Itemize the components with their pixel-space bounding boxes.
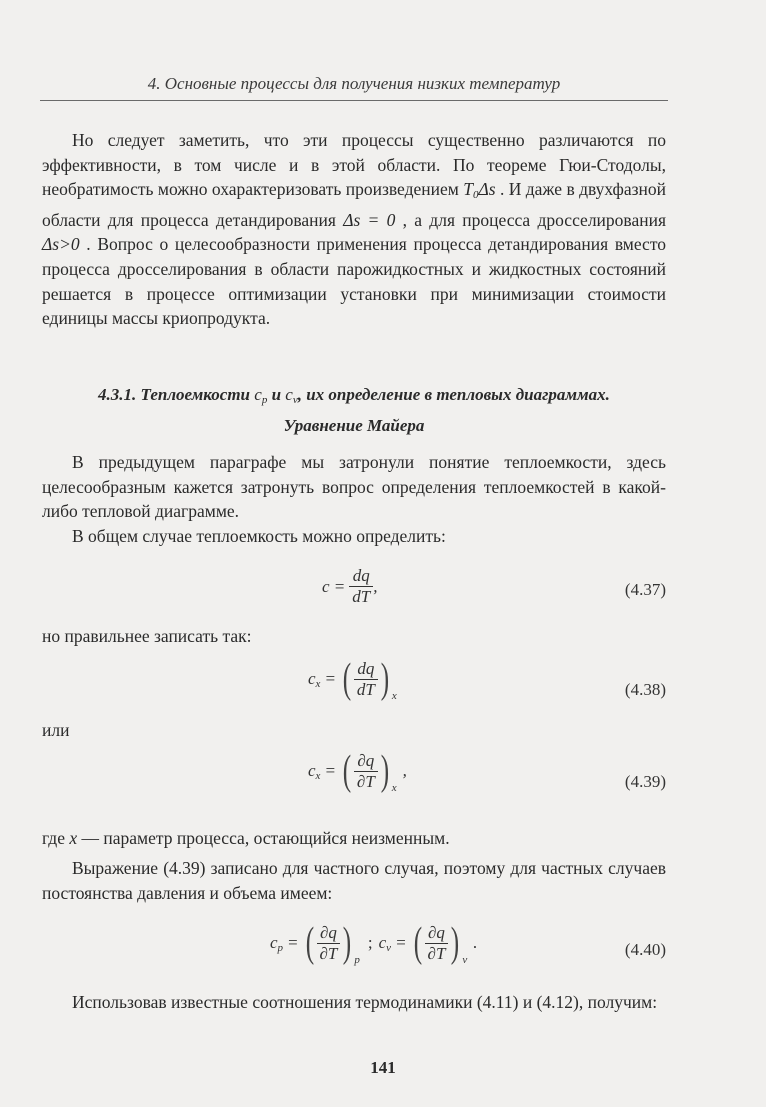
heading-cp-symbol: c	[254, 385, 262, 404]
eq437-comma: ,	[373, 576, 378, 596]
para4-text-start: где	[42, 828, 70, 848]
para1-text-2: . И даже в двухфазной области для процесса детандирования	[42, 179, 667, 230]
equation-4-40	[270, 920, 478, 966]
heading-text-end: , их определение в тепловых диаграммах.	[297, 385, 610, 404]
eq440-lhs2	[379, 933, 391, 954]
eq438-left-paren: (	[342, 656, 352, 702]
math-delta-s: Δs	[478, 179, 496, 200]
eq439-denominator: ∂T	[354, 771, 378, 792]
eq440-denominator-1: ∂T	[317, 943, 341, 964]
eq439-numerator: ∂q	[357, 750, 375, 770]
para1-text-3: , а для процесса дросселирования	[395, 209, 666, 230]
eq438-lhs-subscript: x	[315, 677, 321, 690]
eq439-comma: ,	[402, 761, 407, 780]
eq440-numerator-1: ∂q	[320, 922, 337, 942]
page-number: 141	[370, 1058, 396, 1077]
math-T0	[463, 179, 496, 202]
eq440-subscript-2: v	[462, 954, 468, 966]
eq440-fraction-1	[317, 923, 341, 964]
heading-cp-subscript: p	[261, 394, 268, 406]
eq440-denominator-2: ∂T	[425, 943, 449, 964]
eq438-subscript: x	[391, 690, 397, 702]
math-delta-s-zero: Δs = 0	[343, 209, 396, 230]
paragraph-general-case: В общем случае теплоемкость можно определить:	[72, 526, 446, 546]
eq439-fraction	[354, 751, 378, 792]
eq440-subscript-1: p	[354, 954, 360, 966]
eq440-cv: c	[378, 932, 387, 952]
eq438-lhs	[308, 669, 320, 690]
eq439-right-paren: )	[380, 748, 389, 794]
math-delta-s-positive: Δs>0	[42, 234, 80, 255]
eq440-lhs1	[270, 933, 283, 954]
eq440-period: .	[473, 933, 478, 952]
eq438-c: c	[308, 668, 316, 688]
eq440-cv-subscript: v	[386, 941, 392, 954]
heading-text-start: 4.3.1. Теплоемкости	[98, 385, 255, 404]
section-heading	[40, 382, 668, 438]
eq438-fraction	[354, 659, 378, 700]
equation-4-39	[308, 748, 407, 794]
section-heading-line-1	[40, 382, 668, 413]
eq440-fraction-2	[425, 923, 449, 964]
eq438-numerator: dq	[357, 658, 375, 678]
equation-number-4-38: (4.38)	[624, 680, 666, 699]
equation-number-4-37: (4.37)	[624, 580, 666, 599]
running-head: 4. Основные процессы для получения низких температур	[147, 74, 561, 93]
eq437-fraction	[349, 566, 373, 607]
label-better-write: но правильнее записать так:	[42, 626, 252, 646]
para1-text-1: Но следует заметить, что эти процессы существенно различаются по эффективности, в том числе и в этой области. По теореме Гюи-Стодолы, необратимость можно охарактеризовать произведением	[42, 130, 666, 200]
eq440-cp: c	[270, 932, 278, 952]
math-T-subscript: 0	[472, 189, 479, 202]
heading-cv-symbol: c	[285, 385, 293, 404]
heading-cv-subscript: v	[292, 394, 298, 406]
math-x: x	[69, 828, 78, 848]
eq439-lhs-subscript: x	[315, 769, 321, 782]
eq439-lhs	[308, 761, 320, 782]
heading-cp	[254, 385, 267, 404]
paragraph-thermodynamics-relations: Использовав известные соотношения термодинамики (4.11) и (4.12), получим:	[72, 992, 658, 1012]
eq440-equals-2: =	[395, 933, 407, 952]
eq438-right-paren: )	[380, 656, 390, 702]
heading-and: и	[267, 385, 286, 404]
eq440-equals-1: =	[287, 933, 299, 952]
eq440-semicolon: ;	[367, 933, 373, 952]
eq440-right-paren-1: )	[343, 920, 352, 966]
eq437-lhs: c =	[322, 576, 346, 596]
equation-number-4-40: (4.40)	[624, 940, 666, 959]
paragraph-irreversibility	[42, 128, 666, 331]
paragraph-heat-capacity-intro: В предыдущем параграфе мы затронули понятие теплоемкости, здесь целесообразным кажется затронуть вопрос определения теплоемкостей в какой-либо тепловой диаграмме.	[42, 452, 666, 522]
eq439-subscript: x	[391, 782, 397, 794]
eq438-denominator: dT	[354, 679, 378, 700]
eq437-denominator: dT	[349, 586, 373, 607]
header-rule	[40, 100, 668, 101]
eq439-left-paren: (	[342, 748, 352, 794]
section-heading-line-2: Уравнение Майера	[283, 416, 425, 435]
eq437-numerator: dq	[352, 566, 370, 585]
equation-4-38	[308, 656, 397, 702]
paragraph-expression-4-39: Выражение (4.39) записано для частного случая, поэтому для частных случаев постоянства давления и объема имеем:	[42, 858, 666, 903]
eq439-equals: =	[324, 761, 336, 780]
eq440-left-paren-1: (	[305, 920, 314, 966]
eq438-equals: =	[324, 669, 336, 688]
eq439-c: c	[308, 760, 316, 780]
equation-number-4-39: (4.39)	[624, 772, 666, 791]
math-T: T	[463, 179, 473, 200]
paragraph-where-x	[42, 826, 666, 851]
label-or: или	[42, 720, 70, 740]
eq440-cp-subscript: p	[277, 941, 284, 954]
eq440-numerator-2: ∂q	[428, 922, 445, 942]
para1-text-4: . Вопрос о целесообразности применения процесса детандирования вместо процесса дросселирования в области парожидкостных и жидкостных состояний решается в процессе оптимизации установки при минимизации стоимости единицы массы криопродукта.	[42, 234, 666, 329]
eq440-right-paren-2: )	[451, 920, 460, 966]
equation-4-37	[322, 566, 378, 607]
para4-text-end: — параметр процесса, остающийся неизменным.	[77, 828, 450, 848]
eq440-left-paren-2: (	[413, 920, 422, 966]
heading-cv	[285, 385, 297, 404]
